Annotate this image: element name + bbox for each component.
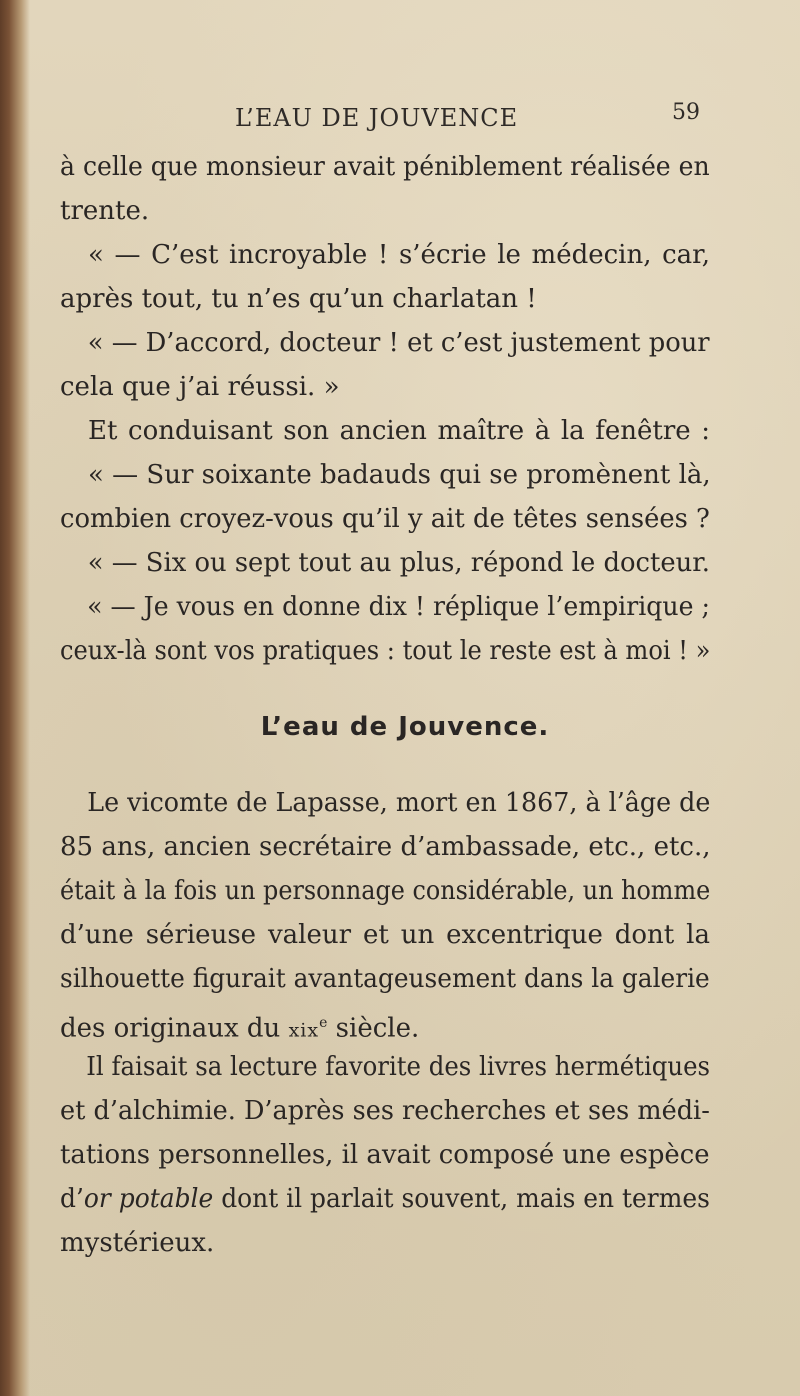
text-line: combien croyez-vous qu’il y ait de têtes sensées ? bbox=[60, 504, 710, 534]
section-heading: L’eau de Jouvence. bbox=[260, 712, 550, 742]
text-line: à celle que monsieur avait péniblement réalisée en bbox=[60, 152, 710, 182]
text-line: silhouette figurait avantageusement dans la galerie bbox=[60, 964, 710, 994]
text-line: cela que j’ai réussi. » bbox=[60, 372, 340, 402]
text-fragment: dont il parlait souvent, mais en termes bbox=[213, 1184, 710, 1214]
text-line: mystérieux. bbox=[60, 1228, 215, 1258]
italic-phrase: or potable bbox=[83, 1184, 214, 1214]
book-spine-edge bbox=[0, 0, 30, 1396]
text-line: trente. bbox=[60, 196, 150, 226]
text-line: 85 ans, ancien secrétaire d’ambassade, etc., etc., bbox=[60, 832, 711, 862]
page-body bbox=[60, 145, 710, 1265]
text-line: « — Je vous en donne dix ! réplique l’empirique ; bbox=[87, 592, 710, 622]
text-line: « — Six ou sept tout au plus, répond le docteur. bbox=[87, 548, 710, 578]
page-number: 59 bbox=[672, 100, 700, 125]
text-line: « — C’est incroyable ! s’écrie le médecin, car, bbox=[88, 240, 710, 270]
text-line: d’une sérieuse valeur et un excentrique dont la bbox=[60, 920, 710, 950]
text-line: tations personnelles, il avait composé une espèce bbox=[60, 1140, 710, 1170]
text-line: « — Sur soixante badauds qui se promènent là, bbox=[88, 460, 711, 490]
text-fragment: d’ bbox=[60, 1184, 84, 1214]
text-line: Et conduisant son ancien maître à la fenêtre : bbox=[88, 416, 710, 446]
running-head bbox=[60, 96, 710, 136]
text-line: « — D’accord, docteur ! et c’est justement pour bbox=[87, 328, 710, 358]
text-fragment: siècle. bbox=[327, 1013, 420, 1044]
century-superscript: e bbox=[319, 1015, 328, 1031]
text-line: et d’alchimie. D’après ses recherches et ses médi- bbox=[60, 1096, 710, 1126]
text-line: était à la fois un personnage considérable, un homme bbox=[60, 876, 711, 906]
text-line: après tout, tu n’es qu’un charlatan ! bbox=[60, 284, 537, 314]
text-line: Le vicomte de Lapasse, mort en 1867, à l’âge de bbox=[87, 788, 711, 818]
text-line bbox=[60, 1177, 710, 1221]
text-line: Il faisait sa lecture favorite des livres hermétiques bbox=[86, 1052, 711, 1082]
text-fragment: des originaux du bbox=[60, 1013, 289, 1044]
text-line bbox=[60, 1001, 710, 1045]
running-title: L’EAU DE JOUVENCE bbox=[235, 104, 519, 132]
century-numeral: xix bbox=[288, 1019, 320, 1042]
text-line: ceux-là sont vos pratiques : tout le reste est à moi ! » bbox=[60, 636, 711, 666]
